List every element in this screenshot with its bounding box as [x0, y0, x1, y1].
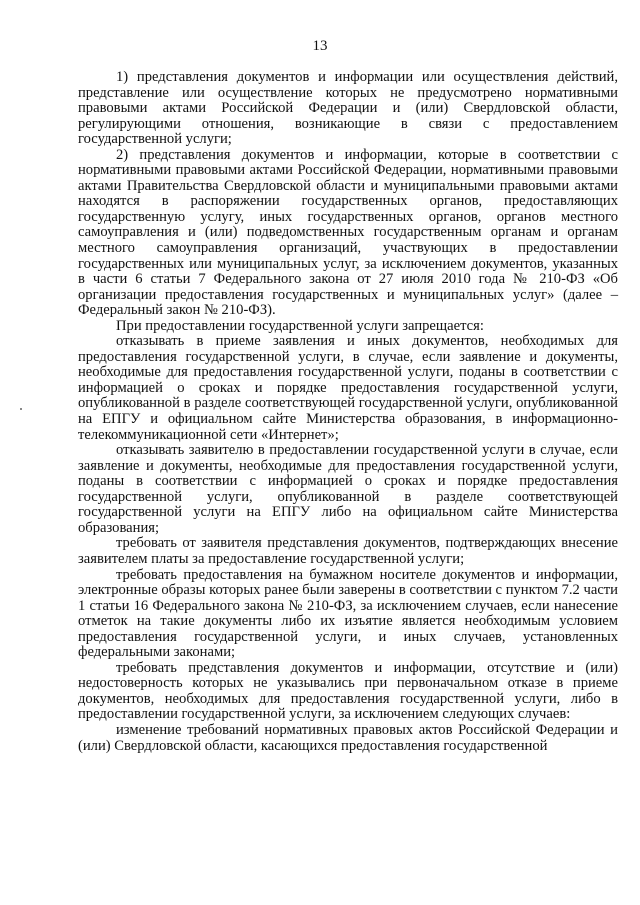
paragraph: отказывать заявителю в предоставлении государственной услуги в случае, если заявление и документы, необходимые для предоставления государственной услуги, поданы в соответствии с информацией о сроках и порядке предоставления государственной услуги, опубликованной в разделе соответствующей государственной услуги на ЕПГУ либо на официальном сайте Министерства образования;	[78, 442, 618, 536]
paragraph: требовать предоставления на бумажном носителе документов и информации, электронные образы которых ранее были заверены в соответствии с пунктом 7.2 части 1 статьи 16 Федерального закона № 210-ФЗ, за исключением случаев, если нанесение отметок на такие документы либо их изъятие является необходимым условием предоставления государственной услуги, и иных случаев, установленных федеральными законами;	[78, 566, 618, 661]
paragraph: отказывать в приеме заявления и иных документов, необходимых для предоставления государственной услуги, в случае, если заявление и документы, необходимые для предоставления государственной услуги, поданы в соответствии с информацией о сроках и порядке предоставления государственной услуги, опубликованной в разделе соответствующей государственной услуги, опубликованной на ЕПГУ и официальном сайте Министерства образования, в информационно-телекоммуникационной сети «Интернет»;	[78, 333, 618, 443]
paragraph: 1) представления документов и информации или осуществления действий, представление или осуществление которых не предусмотрено нормативными правовыми актами Российской Федерации и (или) Свердловской области, регулирующими отношения, возникающие в связи с предоставлением государственной услуги;	[78, 69, 618, 148]
paragraph: 2) представления документов и информации, которые в соответствии с нормативными правовыми актами Российской Федерации, нормативными правовыми актами Правительства Свердловской области и муниципальными правовыми актами находятся в распоряжении государственных органов, предоставляющих государственную услугу, иных государственных органов, органов местного самоуправления и (или) подведомственных государственным органам и органам местного самоуправления организаций, участвующих в предоставлении государственных или муниципальных услуг, за исключением документов, указанных в части 6 статьи 7 Федерального закона от 27 июля 2010 года № 210-ФЗ «Об организации предоставления государственных и муниципальных услуг» (далее – Федеральный закон № 210-ФЗ).	[78, 146, 618, 319]
paragraph: изменение требований нормативных правовых актов Российской Федерации и (или) Свердловской области, касающихся предоставления государственной	[78, 721, 618, 754]
paragraph: требовать представления документов и информации, отсутствие и (или) недостоверность которых не указывались при первоначальном отказе в приеме документов, необходимых для предоставления государственной услуги, либо в предоставлении государственной услуги, за исключением следующих случаев:	[78, 659, 618, 723]
paragraph: При предоставлении государственной услуги запрещается:	[116, 317, 484, 334]
scan-artifact	[20, 408, 22, 410]
document-body	[78, 70, 618, 754]
paragraph: требовать от заявителя представления документов, подтверждающих внесение заявителем платы за предоставление государственной услуги;	[78, 535, 618, 567]
page-number: 13	[312, 38, 328, 54]
